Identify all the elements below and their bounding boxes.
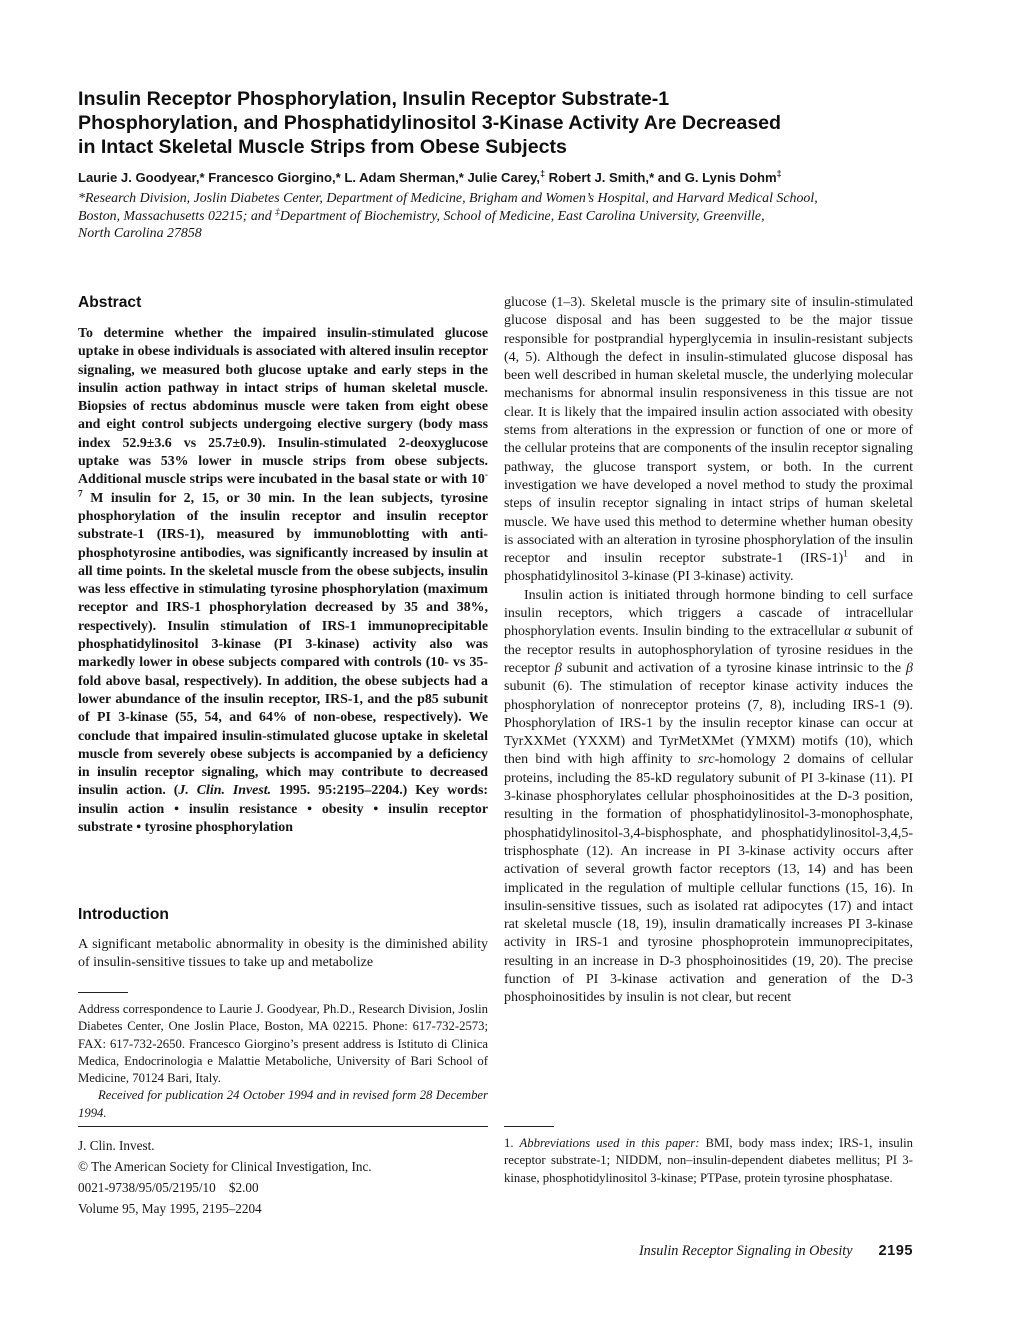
article-title (78, 88, 918, 159)
correspondence-footnote (78, 992, 488, 1122)
introduction-paragraph: A significant metabolic abnormality in obesity is the diminished ability of insulin-sensitive tissues to take up and metabolize (78, 937, 488, 971)
footnote-divider (504, 1126, 554, 1127)
affiliation-line: North Carolina 27858 (78, 226, 202, 242)
copyright-line: © The American Society for Clinical Investigation, Inc. (78, 1158, 372, 1174)
abstract-heading: Abstract (78, 294, 142, 311)
journal-name: J. Clin. Invest. (78, 1138, 155, 1153)
left-column (78, 294, 488, 837)
affiliation-line: *Research Division, Joslin Diabetes Center, Department of Medicine, Brigham and Women’s Hospital, and Harvard Medical School, (78, 191, 818, 206)
page-footer (504, 1243, 913, 1260)
abbreviations-footnote (504, 1126, 913, 1187)
introduction-heading: Introduction (78, 906, 169, 923)
running-title: Insulin Receptor Signaling in Obesity (638, 1243, 853, 1259)
title-line: in Intact Skeletal Muscle Strips from Obese Subjects (78, 135, 567, 158)
page-number: 2195 (878, 1243, 913, 1259)
affiliation-line: Boston, Massachusetts 02215; and ‡Department of Biochemistry, School of Medicine, East Carolina University, Greenville, (78, 206, 765, 224)
volume-line: Volume 95, May 1995, 2195–2204 (78, 1200, 262, 1216)
right-column (504, 294, 913, 1008)
affiliation-block (78, 190, 926, 243)
abstract-text: To determine whether the impaired insulin-stimulated glucose uptake in obese individuals is associated with altered insulin receptor signaling, we measured both glucose uptake and early steps in the insulin action pathway in intact strips of human skeletal muscle. Biopsies of rectus abdominus muscle were taken from eight obese and eight control subjects undergoing elective surgery (body mass index 52.9±3.6 vs 25.7±0.9). Insulin-stimulated 2-deoxyglucose uptake was 53% lower in muscle strips from obese subjects. Additional muscle strips were incubated in the basal state or with $10^{-7}$ M insulin for 2, 15, or 30 min. In the lean subjects, tyrosine phosphorylation of the insulin receptor and insulin receptor substrate-1 (IRS-1), measured by immunoblotting with anti-phosphotyrosine antibodies, was significantly increased by insulin at all time points. In the skeletal muscle from the obese subjects, insulin was less effective in stimulating tyrosine phosphorylation (maximum receptor and IRS-1 phosphorylation decreased by 35 and 38%, respectively). Insulin stimulation of IRS-1 immunoprecipitable phosphatidylinositol 3-kinase (PI 3-kinase) activity also was markedly lower in obese subjects compared with controls (10- vs 35-fold above basal, respectively). In addition, the obese subjects had a lower abundance of the insulin receptor, IRS-1, and the p85 subunit of PI 3-kinase (55, 54, and 64% of non-obese, respectively). We conclude that impaired insulin-stimulated glucose uptake in skeletal muscle from severely obese subjects is accompanied by a deficiency in insulin receptor signaling, which may contribute to decreased insulin action. (J. Clin. Invest. 1995. 95:2195–2204.) Key words: insulin action • insulin resistance • obesity • insulin receptor substrate • tyrosine phosphorylation (78, 326, 488, 836)
introduction-section (78, 906, 488, 973)
footnote-divider (78, 992, 128, 993)
title-line: Insulin Receptor Phosphorylation, Insulin Receptor Substrate-1 (78, 88, 670, 110)
correspondence-text: Address correspondence to Laurie J. Goodyear, Ph.D., Research Division, Joslin Diabetes Center, One Joslin Place, Boston, MA 02215. Phone: 617-732-2573; FAX: 617-732-2650. Francesco Giorgino’s present address is Istituto di Clinica Medica, Endocrinologia e Malattie Metaboliche, University of Bari School of Medicine, 70124 Bari, Italy. (78, 1002, 488, 1086)
received-note: Received for publication 24 October 1994 and in revised form 28 December 1994. (78, 1088, 488, 1120)
author-line: Laurie J. Goodyear,* Francesco Giorgino,* L. Adam Sherman,* Julie Carey,‡ Robert J. Smith,* and G. Lynis Dohm‡ (78, 168, 782, 185)
body-paragraph: glucose (1–3). Skeletal muscle is the primary site of insulin-stimulated glucose disposal and has been suggested to be the major tissue responsible for postprandial hyperglycemia in insulin-resistant subjects (4, 5). Although the defect in insulin-stimulated glucose disposal has been well described in human skeletal muscle, the underlying molecular mechanisms for abnormal insulin responsiveness in this tissue are not clear. It is likely that the impaired insulin action associated with obesity stems from alterations in the expression or function of one or more of the cellular proteins that are components of the insulin receptor signaling pathway, the glucose transport system, or both. In the current investigation we have developed a novel method to study the proximal steps of insulin receptor signaling in intact strips of human skeletal muscle. We have used this method to determine whether human obesity is associated with an alteration in tyrosine phosphorylation of the insulin receptor and insulin receptor substrate-1 $(IRS-1)^1$ and in phosphatidylinositol 3-kinase (PI 3-kinase) activity. (504, 295, 913, 585)
issn-price-line: 0021-9738/95/05/2195/10 $2.00 (78, 1179, 259, 1195)
journal-imprint (78, 1126, 488, 1220)
imprint-divider (78, 1126, 488, 1127)
body-paragraph: Insulin action is initiated through hormone binding to cell surface insulin receptors, which triggers a cascade of intracellular phosphorylation events. Insulin binding to the extracellular α subunit of the receptor results in autophosphorylation of tyrosine residues in the receptor β subunit and activation of a tyrosine kinase intrinsic to the β subunit (6). The stimulation of receptor kinase activity induces the phosphorylation of nonreceptor proteins (7, 8), including IRS-1 (9). Phosphorylation of IRS-1 by the insulin receptor kinase can occur at TyrXXMet (YXXM) and TyrMetXMet (YMXM) motifs (10), which then bind with high affinity to src-homology 2 domains of cellular proteins, including the 85-kD regulatory subunit of PI 3-kinase (11). PI 3-kinase phosphorylates cellular phosphoinositides at the D-3 position, resulting in the formation of phosphatidylinositol-3-monophosphate, phosphatidylinositol-3,4-bisphosphate, and phosphatidylinositol-3,4,5-trisphosphate (12). An increase in PI 3-kinase activity occurs after activation of several growth factor receptors (13, 14) and has been implicated in the regulation of multiple cellular functions (15, 16). In insulin-sensitive tissues, such as isolated rat adipocytes (17) and intact rat skeletal muscle (18, 19), insulin dramatically increases PI 3-kinase activity in IRS-1 and tyrosine phosphoprotein immunoprecipitates, resulting in an increase in D-3 phosphoinositides (19, 20). The precise function of PI 3-kinase activation and generation of the D-3 phosphoinositides by insulin is not clear, but recent (504, 587, 914, 1006)
title-line: Phosphorylation, and Phosphatidylinositol 3-Kinase Activity Are Decreased (78, 111, 781, 134)
abbreviations-text: 1. Abbreviations used in this paper: BMI, body mass index; IRS-1, insulin receptor substrate-1; NIDDM, non–insulin-dependent diabetes mellitus; PI 3-kinase, phosphotidylinositol 3-kinase; PTPase, protein tyrosine phosphatase. (504, 1136, 913, 1185)
